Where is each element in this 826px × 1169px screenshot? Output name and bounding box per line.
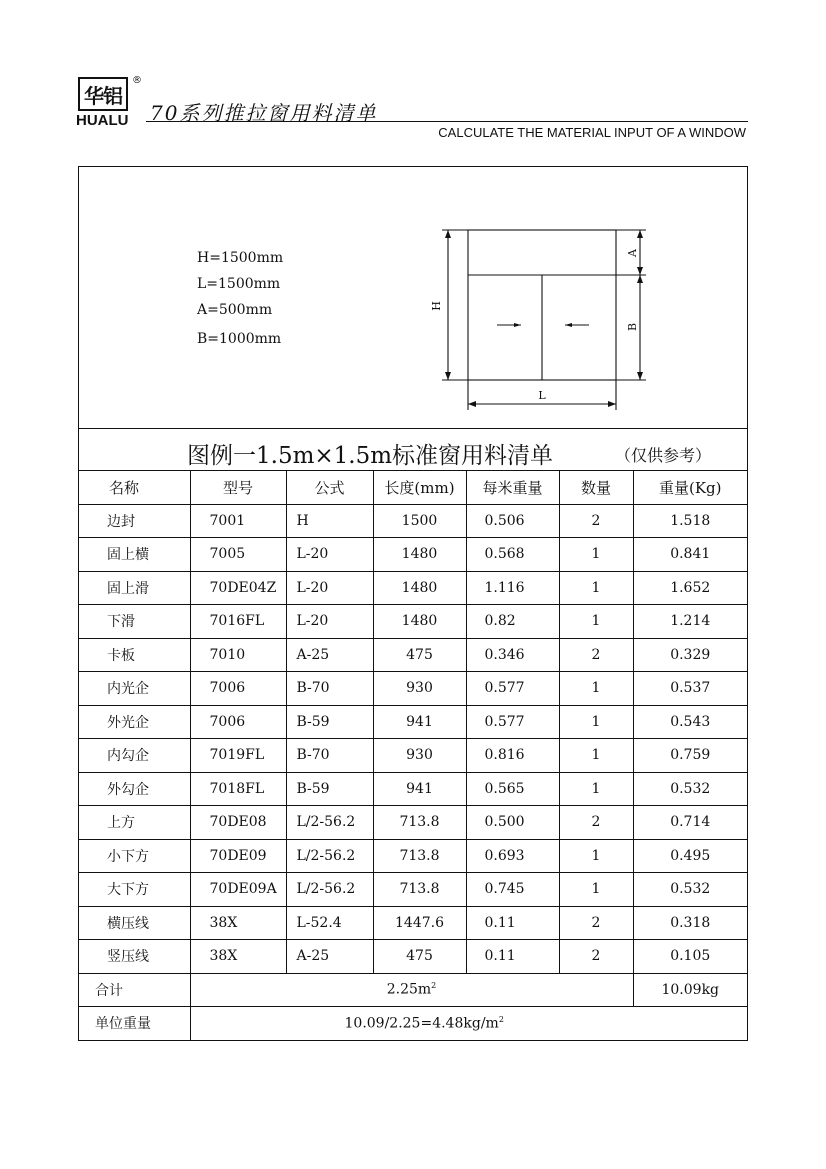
cell-weight-per-meter: 0.745 xyxy=(466,873,559,907)
header-divider xyxy=(146,121,748,122)
cell-model: 38X xyxy=(190,940,286,974)
cell-name: 固上滑 xyxy=(79,571,190,605)
cell-name: 固上横 xyxy=(79,538,190,572)
cell-name: 下滑 xyxy=(79,605,190,639)
cell-length: 713.8 xyxy=(373,806,466,840)
table-header-row xyxy=(79,471,747,505)
table-caption xyxy=(79,428,747,470)
cell-quantity: 1 xyxy=(559,571,633,605)
cell-formula: A-25 xyxy=(286,638,373,672)
cell-model: 7006 xyxy=(190,705,286,739)
cell-quantity: 1 xyxy=(559,538,633,572)
cell-name: 大下方 xyxy=(79,873,190,907)
cell-weight-per-meter: 0.568 xyxy=(466,538,559,572)
diagram-label-a: A xyxy=(626,249,639,257)
total-weight: 10.09kg xyxy=(633,973,747,1007)
cell-weight: 0.532 xyxy=(633,873,747,907)
table-row xyxy=(79,705,747,739)
cell-weight-per-meter: 1.116 xyxy=(466,571,559,605)
table-row xyxy=(79,638,747,672)
cell-quantity: 1 xyxy=(559,839,633,873)
cell-weight-per-meter: 0.577 xyxy=(466,705,559,739)
material-sheet xyxy=(78,166,748,1041)
cell-model: 7010 xyxy=(190,638,286,672)
cell-quantity: 1 xyxy=(559,873,633,907)
cell-weight-per-meter: 0.506 xyxy=(466,504,559,538)
total-area-value: 2.25m xyxy=(386,982,432,999)
cell-formula: L/2-56.2 xyxy=(286,806,373,840)
cell-name: 上方 xyxy=(79,806,190,840)
cell-length: 941 xyxy=(373,705,466,739)
brand-logo xyxy=(78,77,128,111)
cell-model: 70DE09A xyxy=(190,873,286,907)
dimension-l: L=1500mm xyxy=(197,276,281,292)
cell-formula: B-59 xyxy=(286,772,373,806)
table-row xyxy=(79,739,747,773)
table-caption-note: （仅供参考） xyxy=(615,446,712,465)
document-subtitle: CALCULATE THE MATERIAL INPUT OF A WINDOW xyxy=(438,125,746,140)
cell-formula: L-20 xyxy=(286,538,373,572)
table-row xyxy=(79,839,747,873)
cell-length: 1447.6 xyxy=(373,906,466,940)
column-header: 名称 xyxy=(79,471,190,505)
cell-name: 外光企 xyxy=(79,705,190,739)
cell-model: 7016FL xyxy=(190,605,286,639)
total-label: 合计 xyxy=(79,973,190,1007)
cell-formula: B-70 xyxy=(286,739,373,773)
cell-name: 竖压线 xyxy=(79,940,190,974)
cell-name: 边封 xyxy=(79,504,190,538)
cell-length: 1500 xyxy=(373,504,466,538)
cell-quantity: 2 xyxy=(559,504,633,538)
diagram-label-h: H xyxy=(430,301,443,311)
cell-model: 7005 xyxy=(190,538,286,572)
cell-quantity: 1 xyxy=(559,739,633,773)
cell-model: 7001 xyxy=(190,504,286,538)
cell-weight-per-meter: 0.693 xyxy=(466,839,559,873)
cell-formula: L-52.4 xyxy=(286,906,373,940)
table-row xyxy=(79,906,747,940)
cell-formula: B-70 xyxy=(286,672,373,706)
cell-weight: 0.329 xyxy=(633,638,747,672)
cell-weight-per-meter: 0.82 xyxy=(466,605,559,639)
unit-weight-label: 单位重量 xyxy=(79,1007,190,1040)
cell-length: 1480 xyxy=(373,538,466,572)
cell-length: 930 xyxy=(373,672,466,706)
dimension-b: B=1000mm xyxy=(197,331,282,347)
cell-quantity: 1 xyxy=(559,772,633,806)
cell-weight: 0.105 xyxy=(633,940,747,974)
table-row xyxy=(79,672,747,706)
column-header: 每米重量 xyxy=(466,471,559,505)
window-diagram-section xyxy=(79,167,747,427)
cell-model: 38X xyxy=(190,906,286,940)
cell-weight: 0.759 xyxy=(633,739,747,773)
cell-weight: 1.214 xyxy=(633,605,747,639)
logo-english-text: HUALU xyxy=(76,112,129,129)
table-row xyxy=(79,538,747,572)
table-row xyxy=(79,873,747,907)
cell-name: 卡板 xyxy=(79,638,190,672)
cell-weight-per-meter: 0.11 xyxy=(466,940,559,974)
cell-quantity: 1 xyxy=(559,605,633,639)
cell-formula: H xyxy=(286,504,373,538)
table-row xyxy=(79,605,747,639)
table-row xyxy=(79,571,747,605)
cell-formula: B-59 xyxy=(286,705,373,739)
cell-quantity: 2 xyxy=(559,906,633,940)
cell-weight-per-meter: 0.500 xyxy=(466,806,559,840)
cell-weight: 1.518 xyxy=(633,504,747,538)
registered-mark: ® xyxy=(132,75,142,86)
cell-quantity: 2 xyxy=(559,638,633,672)
cell-weight-per-meter: 0.346 xyxy=(466,638,559,672)
column-header: 重量(Kg) xyxy=(633,471,747,505)
cell-formula: L-20 xyxy=(286,571,373,605)
unit-weight-value: 10.09/2.25=4.48kg/m xyxy=(344,1015,499,1032)
unit-weight-exponent: 2 xyxy=(498,1014,504,1024)
cell-name: 内勾企 xyxy=(79,739,190,773)
cell-quantity: 2 xyxy=(559,940,633,974)
cell-quantity: 1 xyxy=(559,705,633,739)
table-row xyxy=(79,772,747,806)
cell-quantity: 2 xyxy=(559,806,633,840)
cell-name: 小下方 xyxy=(79,839,190,873)
dimension-a: A=500mm xyxy=(197,302,273,318)
cell-weight: 1.652 xyxy=(633,571,747,605)
cell-formula: L/2-56.2 xyxy=(286,873,373,907)
diagram-label-b: B xyxy=(626,322,639,332)
cell-formula: A-25 xyxy=(286,940,373,974)
cell-weight: 0.537 xyxy=(633,672,747,706)
cell-formula: L-20 xyxy=(286,605,373,639)
material-table xyxy=(79,470,747,1040)
cell-model: 7019FL xyxy=(190,739,286,773)
cell-length: 713.8 xyxy=(373,839,466,873)
unit-weight-value-cell xyxy=(190,1007,747,1040)
table-caption-main: 图例一1.5m×1.5m标准窗用料清单 xyxy=(187,443,554,469)
column-header: 长度(mm) xyxy=(373,471,466,505)
cell-length: 930 xyxy=(373,739,466,773)
cell-model: 7006 xyxy=(190,672,286,706)
column-header: 型号 xyxy=(190,471,286,505)
cell-formula: L/2-56.2 xyxy=(286,839,373,873)
cell-weight-per-meter: 0.577 xyxy=(466,672,559,706)
cell-length: 713.8 xyxy=(373,873,466,907)
cell-length: 1480 xyxy=(373,571,466,605)
document-title: 70系列推拉窗用料清单 xyxy=(150,101,378,125)
cell-length: 475 xyxy=(373,940,466,974)
unit-weight-row xyxy=(79,1007,747,1040)
cell-name: 外勾企 xyxy=(79,772,190,806)
cell-weight: 0.532 xyxy=(633,772,747,806)
cell-weight: 0.318 xyxy=(633,906,747,940)
cell-length: 475 xyxy=(373,638,466,672)
cell-quantity: 1 xyxy=(559,672,633,706)
cell-weight: 0.543 xyxy=(633,705,747,739)
total-area-exponent: 2 xyxy=(431,981,437,991)
cell-length: 1480 xyxy=(373,605,466,639)
cell-model: 7018FL xyxy=(190,772,286,806)
cell-name: 横压线 xyxy=(79,906,190,940)
table-row xyxy=(79,504,747,538)
cell-model: 70DE09 xyxy=(190,839,286,873)
table-row xyxy=(79,806,747,840)
total-area xyxy=(190,973,633,1007)
window-elevation-drawing xyxy=(79,167,747,427)
diagram-label-l: L xyxy=(538,389,546,402)
cell-model: 70DE08 xyxy=(190,806,286,840)
cell-weight-per-meter: 0.565 xyxy=(466,772,559,806)
cell-name: 内光企 xyxy=(79,672,190,706)
column-header: 公式 xyxy=(286,471,373,505)
cell-weight-per-meter: 0.11 xyxy=(466,906,559,940)
logo-chinese-text: 华铝 xyxy=(84,83,122,108)
cell-weight: 0.714 xyxy=(633,806,747,840)
cell-length: 941 xyxy=(373,772,466,806)
dimension-h: H=1500mm xyxy=(197,250,284,266)
cell-weight: 0.841 xyxy=(633,538,747,572)
total-row xyxy=(79,973,747,1007)
column-header: 数量 xyxy=(559,471,633,505)
cell-weight: 0.495 xyxy=(633,839,747,873)
cell-weight-per-meter: 0.816 xyxy=(466,739,559,773)
table-row xyxy=(79,940,747,974)
cell-model: 70DE04Z xyxy=(190,571,286,605)
